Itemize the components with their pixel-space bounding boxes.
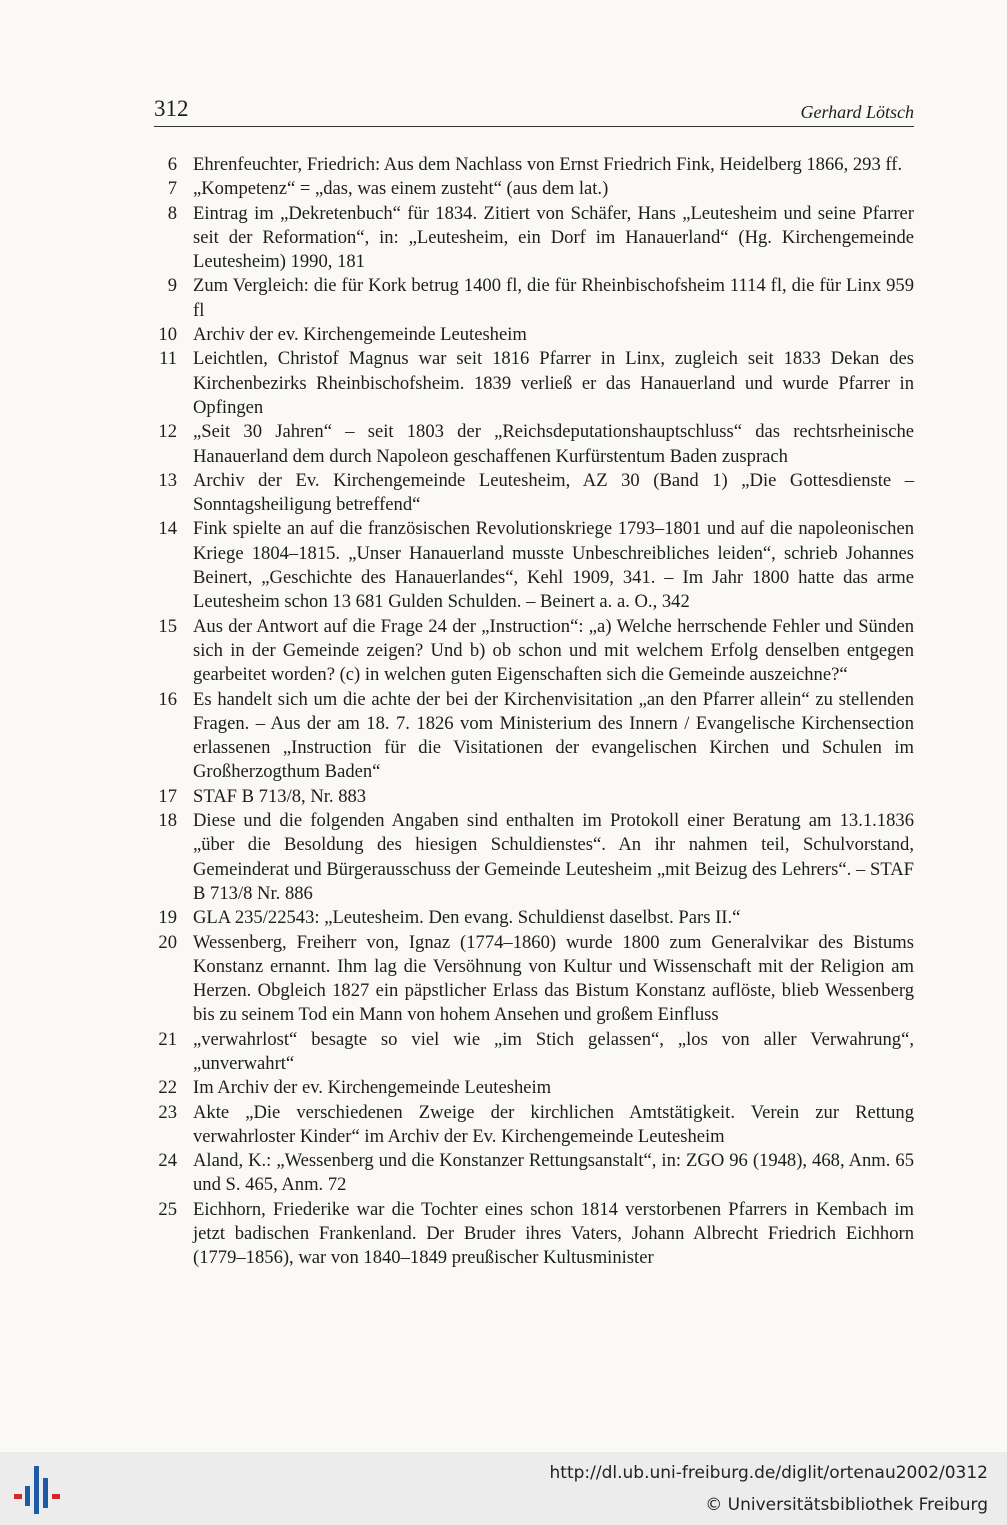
endnote-number: 10	[158, 324, 177, 346]
endnote-item	[150, 323, 914, 347]
endnote-text: Fink spielte an auf die französischen Revolutionskriege 1793–1801 und auf die napoleonischen Kriege 1804–1815. „Unser Hanauerland musste Unbeschreibliches leiden“, schrieb Johannes Beinert, „Geschichte des Hanauerlandes“, Kehl 1909, 341. – Im Jahr 1800 hatte das arme Leutesheim schon 13 681 Gulden Schulden. – Beinert a. a. O., 342	[193, 518, 914, 613]
endnote-text: Aland, K.: „Wessenberg und die Konstanzer Rettungsanstalt“, in: ZGO 96 (1948), 468, Anm. 65 und S. 465, Anm. 72	[193, 1150, 914, 1196]
endnote-number: 13	[158, 469, 177, 491]
endnote-number: 6	[167, 154, 177, 175]
endnote-number: 9	[167, 275, 177, 297]
endnote-item	[150, 906, 914, 930]
endnote-number: 20	[158, 931, 177, 953]
endnote-text: GLA 235/22543: „Leutesheim. Den evang. Schuldienst daselbst. Pars II.“	[193, 907, 741, 929]
endnote-item	[150, 785, 914, 809]
endnote-text: Eichhorn, Friederike war die Tochter eines schon 1814 verstorbenen Pfarrers in Kembach im jetzt badischen Frankenland. Der Bruder ihres Vaters, Johann Albrecht Friedrich Eichhorn (1779–1856), war von 1840–1849 preußischer Kultusminister	[193, 1198, 914, 1269]
endnote-item	[150, 1076, 914, 1100]
endnote-item	[150, 615, 914, 688]
endnote-number: 18	[158, 810, 177, 832]
endnote-text: Akte „Die verschiedenen Zweige der kirchlichen Amtstätigkeit. Verein zur Rettung verwahrloster Kinder“ im Archiv der Ev. Kirchengemeinde Leutesheim	[193, 1101, 914, 1147]
footer-bar	[0, 1452, 1007, 1525]
endnote-text: Wessenberg, Freiherr von, Ignaz (1774–1860) wurde 1800 zum Generalvikar des Bistums Konstanz ernannt. Ihm lag die Versöhnung von Kultur und Wissenschaft mit der Religion am Herzen. Obgleich 1827 ein päpstlicher Erlass das Bistum Konstanz auflöste, blieb Wessenberg bis zu seinem Tod ein Mann von hohem Ansehen und großem Einfluss	[193, 931, 914, 1026]
endnote-text: Diese und die folgenden Angaben sind enthalten im Protokoll einer Beratung am 13.1.1836 „über die Besoldung des hiesigen Schuldienstes“. An ihr nahmen teil, Schulvorstand, Gemeinderat und Bürgerausschuss der Gemeinde Leutesheim „mit Beizug des Lehrers“. – STAF B 713/8 Nr. 886	[193, 810, 914, 904]
endnote-item	[150, 931, 914, 1028]
endnote-item	[150, 347, 914, 420]
endnote-item	[150, 1101, 914, 1150]
endnote-number: 15	[158, 615, 177, 637]
endnote-item	[150, 274, 914, 323]
endnote-text: Es handelt sich um die achte der bei der Kirchenvisitation „an den Pfarrer allein“ zu stellenden Fragen. – Aus der am 18. 7. 1826 vom Ministerium des Innern / Evangelische Kirchensection erlassenen „Instruction für die Visitationen der evangelischen Kirchen und Schulen im Großherzogthum Baden“	[193, 688, 914, 783]
endnote-number: 19	[158, 907, 177, 929]
endnote-number: 22	[158, 1077, 177, 1099]
ub-freiburg-logo-icon	[12, 1464, 64, 1516]
endnote-text: STAF B 713/8, Nr. 883	[193, 785, 367, 807]
copyright-notice: © Universitätsbibliothek Freiburg	[705, 1495, 988, 1515]
endnote-number: 24	[158, 1150, 177, 1172]
endnote-item	[150, 517, 914, 614]
endnote-item	[150, 1198, 914, 1271]
endnote-text: Ehrenfeuchter, Friedrich: Aus dem Nachlass von Ernst Friedrich Fink, Heidelberg 1866, 293 ff.	[193, 154, 903, 175]
endnote-number: 21	[158, 1028, 177, 1050]
endnote-text: Aus der Antwort auf die Frage 24 der „Instruction“: „a) Welche herrschende Fehler und Sünden sich in der Gemeinde zeigen? Und b) ob schon und mit welchem Erfolg denselben entgegen gearbeitet worden? (c) in welchen guten Eigenschaften sich die Gemeinde auszeichne?“	[193, 615, 914, 686]
endnote-number: 8	[167, 202, 177, 224]
endnote-text: Leichtlen, Christof Magnus war seit 1816 Pfarrer in Linx, zugleich seit 1833 Dekan des Kirchenbezirks Rheinbischofsheim. 1839 verließ er das Hanauerland und wurde Pfarrer in Opfingen	[193, 348, 914, 418]
endnote-number: 25	[158, 1198, 177, 1220]
endnote-text: Im Archiv der ev. Kirchengemeinde Leutesheim	[193, 1077, 552, 1099]
endnote-number: 16	[158, 688, 177, 710]
endnote-number: 12	[158, 421, 177, 443]
running-head-author: Gerhard Lötsch	[800, 102, 914, 122]
endnote-text: Archiv der Ev. Kirchengemeinde Leutesheim, AZ 30 (Band 1) „Die Gottesdienste – Sonntagsheiligung betreffend“	[193, 469, 914, 516]
endnote-item	[150, 1149, 914, 1198]
endnote-item	[150, 420, 914, 469]
endnote-number: 23	[158, 1101, 177, 1123]
endnote-number: 17	[158, 785, 177, 807]
endnote-item	[150, 153, 914, 177]
endnote-text: „Kompetenz“ = „das, was einem zusteht“ (aus dem lat.)	[193, 178, 609, 200]
endnote-text: Archiv der ev. Kirchengemeinde Leutesheim	[193, 324, 527, 346]
endnote-number: 14	[158, 518, 177, 540]
endnote-number: 11	[159, 348, 177, 370]
endnote-item	[150, 202, 914, 275]
endnote-text: Eintrag im „Dekretenbuch“ für 1834. Zitiert von Schäfer, Hans „Leutesheim und seine Pfarrer seit der Reformation“, in: „Leutesheim, ein Dorf im Hanauerland“ (Hg. Kirchengemeinde Leutesheim) 1990, 181	[193, 202, 914, 273]
page-number: 312	[154, 96, 189, 121]
endnote-item	[150, 809, 914, 906]
endnote-item	[150, 177, 914, 201]
page-header	[154, 96, 914, 127]
endnote-item	[150, 688, 914, 785]
endnote-text: „Seit 30 Jahren“ – seit 1803 der „Reichsdeputationshauptschluss“ das rechtsrheinische Hanauerland dem durch Napoleon geschaffenen Kurfürstentum Baden zusprach	[193, 421, 914, 467]
endnotes-list	[150, 153, 914, 1271]
endnote-text: „verwahrlost“ besagte so viel wie „im Stich gelassen“, „los von aller Verwahrung“, „unverwahrt“	[193, 1028, 914, 1074]
endnote-item	[150, 1028, 914, 1077]
endnote-number: 7	[167, 178, 177, 200]
endnote-text: Zum Vergleich: die für Kork betrug 1400 fl, die für Rheinbischofsheim 1114 fl, die für Linx 959 fl	[193, 275, 914, 321]
endnote-item	[150, 469, 914, 518]
source-url-link[interactable]: http://dl.ub.uni-freiburg.de/diglit/ortenau2002/0312	[549, 1463, 988, 1483]
